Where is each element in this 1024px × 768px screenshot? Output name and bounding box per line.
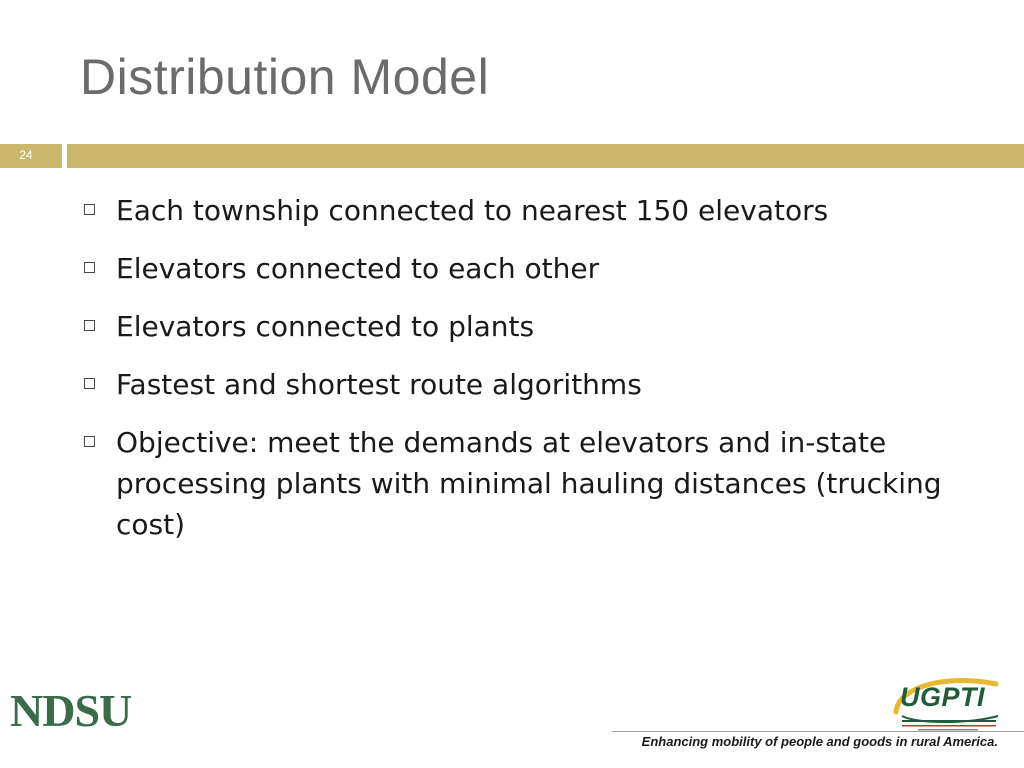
ugpti-logo (888, 676, 1006, 734)
slide-title: Distribution Model (80, 49, 490, 105)
bullet-item (84, 422, 964, 545)
footer-divider (612, 731, 1024, 732)
bullet-square-icon (84, 378, 95, 389)
bullet-text: Elevators connected to plants (116, 310, 535, 343)
bullet-text: Objective: meet the demands at elevators and in-state processing plants with minimal hauling distances (trucking cost) (116, 426, 942, 541)
bullet-square-icon (84, 436, 95, 447)
header-band (67, 144, 1024, 168)
bullet-text: Fastest and shortest route algorithms (116, 368, 642, 401)
bullet-text: Elevators connected to each other (116, 252, 600, 285)
bullet-list (84, 190, 964, 562)
footer-tagline: Enhancing mobility of people and goods in rural America. (641, 734, 998, 749)
bullet-square-icon (84, 262, 95, 273)
page-number: 24 (19, 148, 33, 162)
ndsu-logo: NDSU (10, 685, 132, 736)
bullet-square-icon (84, 320, 95, 331)
bullet-item (84, 364, 964, 405)
bullet-square-icon (84, 204, 95, 215)
bullet-item (84, 248, 964, 289)
bullet-text: Each township connected to nearest 150 elevators (116, 194, 829, 227)
ugpti-logo-text: UGPTI (900, 682, 986, 712)
bullet-item (84, 306, 964, 347)
bullet-item (84, 190, 964, 231)
